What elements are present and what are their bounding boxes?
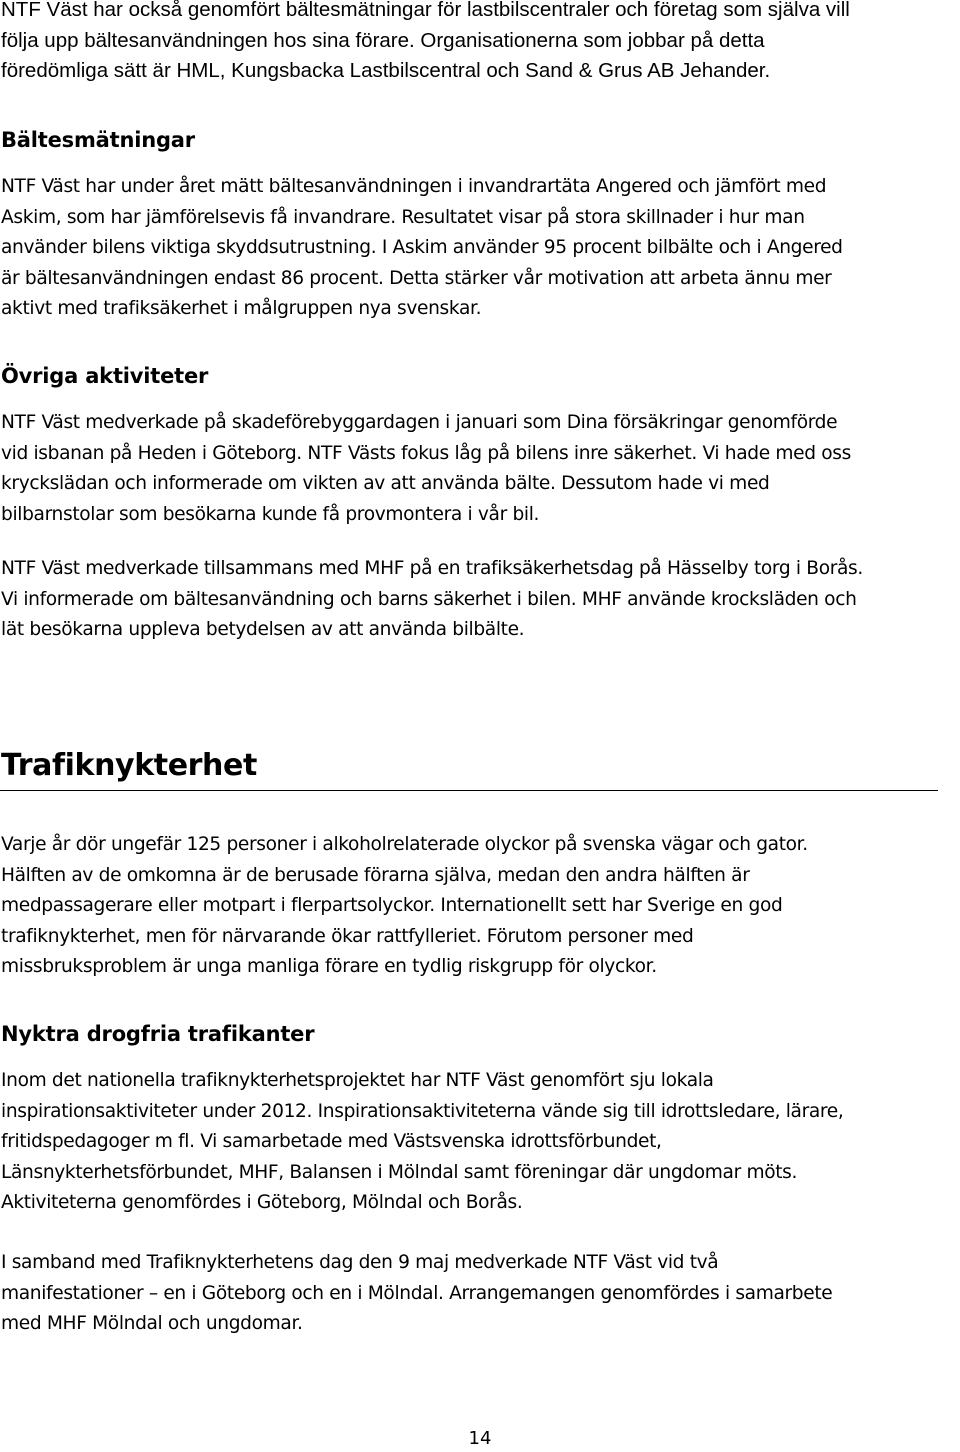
text-line: aktivt med trafiksäkerhet i målgruppen nya svenskar. bbox=[1, 298, 482, 319]
ovriga-paragraph-1 bbox=[1, 408, 958, 530]
text-line: Varje år dör ungefär 125 personer i alkoholrelaterade olyckor på svenska vägar och gator. bbox=[1, 834, 808, 855]
text-line: missbruksproblem är unga manliga förare en tydlig riskgrupp för olyckor. bbox=[1, 956, 657, 977]
text-line: trafiknykterhet, men för närvarande ökar rattfylleriet. Förutom personer med bbox=[1, 925, 694, 947]
text-line: NTF Väst har under året mätt bältesanvändningen i invandrartäta Angered och jämfört med bbox=[1, 176, 827, 197]
text-line: Inom det nationella trafiknykterhetsprojektet har NTF Väst genomfört sju lokala bbox=[1, 1070, 714, 1091]
text-line: är bältesanvändningen endast 86 procent. Detta stärker vår motivation att arbeta ännu mer bbox=[1, 267, 832, 289]
text-line: Askim, som har jämförelsevis få invandrare. Resultatet visar på stora skillnader i hur man bbox=[1, 206, 805, 228]
page-number: 14 bbox=[468, 1428, 492, 1449]
text-line: NTF Väst medverkade på skadeförebyggardagen i januari som Dina försäkringar genomförde bbox=[1, 412, 838, 433]
text-line: vid isbanan på Heden i Göteborg. NTF Västs fokus låg på bilens inre säkerhet. Vi hade med oss bbox=[1, 442, 851, 464]
section-heading-ovriga-aktiviteter: Övriga aktiviteter bbox=[1, 364, 209, 388]
intro-paragraph bbox=[1, 0, 958, 87]
chapter-heading-trafiknykterhet: Trafiknykterhet bbox=[1, 748, 257, 783]
text-line: lät besökarna uppleva betydelsen av att använda bilbälte. bbox=[1, 619, 525, 640]
text-line: Länsnykterhetsförbundet, MHF, Balansen i Mölndal samt föreningar där ungdomar möts. bbox=[1, 1161, 798, 1183]
nyktra-paragraph-2 bbox=[1, 1248, 958, 1340]
heading-underline bbox=[0, 790, 938, 791]
nyktra-paragraph-1 bbox=[1, 1066, 958, 1219]
text-line: Aktiviteterna genomfördes i Göteborg, Mölndal och Borås. bbox=[1, 1192, 523, 1213]
text-line: fritidspedagoger m fl. Vi samarbetade med Västsvenska idrottsförbundet, bbox=[1, 1131, 662, 1152]
text-line: NTF Väst har också genomfört bältesmätningar för lastbilscentraler och företag som själva vill bbox=[1, 0, 850, 21]
section-heading-nyktra-drogfria-trafikanter: Nyktra drogfria trafikanter bbox=[1, 1022, 315, 1046]
text-line: föredömliga sätt är HML, Kungsbacka Lastbilscentral och Sand & Grus AB Jehander. bbox=[1, 59, 771, 82]
text-line: bilbarnstolar som besökarna kunde få provmontera i vår bil. bbox=[1, 503, 540, 525]
text-line: använder bilens viktiga skyddsutrustning. I Askim använder 95 procent bilbälte och i Angered bbox=[1, 237, 843, 258]
text-line: Vi informerade om bältesanvändning och barns säkerhet i bilen. MHF använde krocksläden och bbox=[1, 588, 857, 610]
text-line: I samband med Trafiknykterhetens dag den 9 maj medverkade NTF Väst vid två bbox=[1, 1252, 719, 1273]
text-line: medpassagerare eller motpart i flerpartsolyckor. Internationellt sett har Sverige en god bbox=[1, 895, 783, 916]
text-line: manifestationer – en i Göteborg och en i Mölndal. Arrangemangen genomfördes i samarbete bbox=[1, 1282, 833, 1304]
text-line: kryckslädan och informerade om vikten av att använda bälte. Dessutom hade vi med bbox=[1, 473, 770, 494]
section-heading-baltesmatningar: Bältesmätningar bbox=[1, 128, 195, 152]
trafiknykterhet-paragraph bbox=[1, 830, 958, 983]
text-line: med MHF Mölndal och ungdomar. bbox=[1, 1313, 303, 1334]
text-line: inspirationsaktiviteter under 2012. Inspirationsaktiviteterna vände sig till idrottsledare, lärare, bbox=[1, 1100, 844, 1122]
baltesmatningar-paragraph bbox=[1, 172, 958, 325]
ovriga-paragraph-2 bbox=[1, 554, 958, 646]
text-line: NTF Väst medverkade tillsammans med MHF på en trafiksäkerhetsdag på Hässelby torg i Borås. bbox=[1, 558, 863, 579]
text-line: Hälften av de omkomna är de berusade förarna själva, medan den andra hälften är bbox=[1, 864, 750, 886]
text-line: följa upp bältesanvändningen hos sina förare. Organisationerna som jobbar på detta bbox=[1, 28, 765, 52]
